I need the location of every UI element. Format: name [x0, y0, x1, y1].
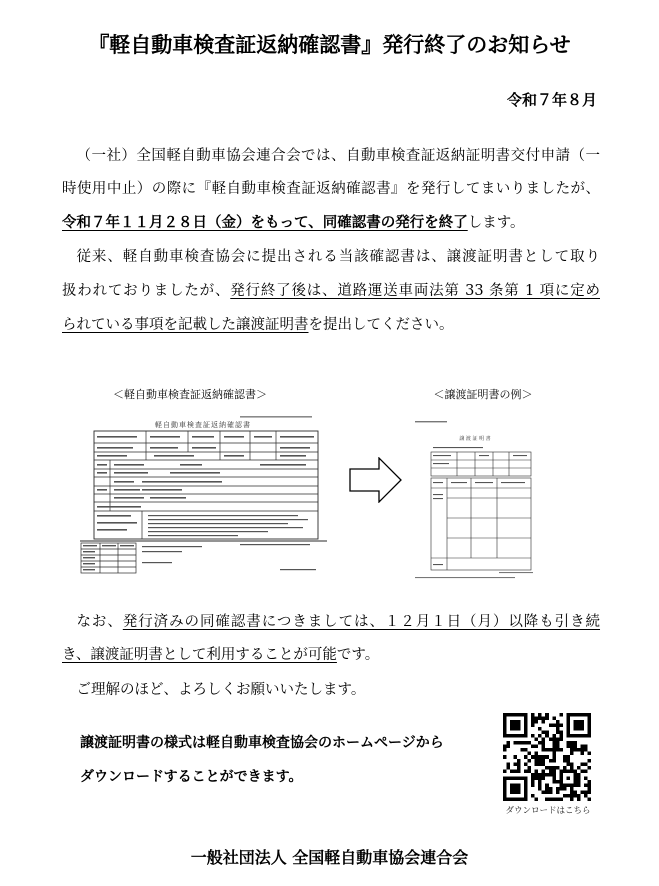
para3-line2 — [62, 639, 600, 672]
return-confirmation-form-image — [80, 412, 327, 575]
arrow-right-icon — [349, 457, 403, 503]
para3-line1-plain: なお、 — [76, 614, 123, 630]
download-notice-line2: ダウンロードすることができます。 — [80, 769, 303, 785]
page-title: 『軽自動車検査証返納確認書』発行終了のお知らせ — [88, 33, 571, 57]
para2-line3 — [62, 309, 600, 342]
right-figure-caption: ＜譲渡証明書の例＞ — [433, 388, 533, 401]
para3-line1 — [62, 606, 600, 639]
form-background — [413, 418, 537, 585]
closing-line: ご理解のほど、よろしくお願いいたします。 — [76, 682, 366, 698]
issue-date: 令和７年８月 — [506, 91, 597, 109]
organization-name: 一般社団法人 全国軽自動車協会連合会 — [190, 848, 469, 867]
qr-caption: ダウンロードはこちら — [505, 806, 591, 816]
transfer-certificate-underline: られている事項を記載した譲渡証明書 — [62, 317, 309, 333]
para1-line3-rest: します。 — [467, 215, 525, 231]
form-header-note — [240, 416, 312, 418]
continued-use-underline-2: き、譲渡証明書として利用することが可能 — [62, 647, 337, 663]
para2-line3-rest: を提出してください。 — [308, 317, 454, 333]
download-notice-line1: 譲渡証明書の様式は軽自動車検査協会のホームページから — [80, 735, 444, 751]
para1-line1: （一社）全国軽自動車協会連合会では、自動車検査証返納証明書交付申請（一 — [76, 148, 600, 164]
end-date-emphasis: 令和７年１１月２８日（金）をもって、同確認書の発行を終了 — [62, 214, 468, 231]
left-figure-caption: ＜軽自動車検査証返納確認書＞ — [113, 388, 267, 401]
para3-line2-rest: です。 — [336, 647, 380, 663]
para1-line2: 時使用中止）の際に『軽自動車検査証返納確認書』を発行してまいりましたが、 — [62, 181, 600, 197]
continued-use-underline: 発行済みの同確認書につきましては、１２月１日（月）以降も引き続 — [122, 614, 601, 630]
transfer-certificate-image — [413, 418, 537, 585]
para1-line3 — [62, 206, 600, 239]
right-form-title: 譲 渡 証 明 書 — [459, 436, 491, 442]
qr-code — [503, 713, 591, 801]
para2-line2-plain: 扱われておりましたが、 — [62, 283, 231, 299]
form-header-note — [415, 421, 447, 422]
para2-line1: 従来、軽自動車検査協会に提出される当該確認書は、譲渡証明書として取り — [76, 249, 600, 265]
left-form-title: 軽自動車検査証返納確認書 — [155, 421, 251, 429]
para2-line2 — [62, 275, 600, 308]
law-reference-underline: 発行終了後は、道路運送車両法第 33 条第 1 項に定め — [230, 283, 600, 299]
